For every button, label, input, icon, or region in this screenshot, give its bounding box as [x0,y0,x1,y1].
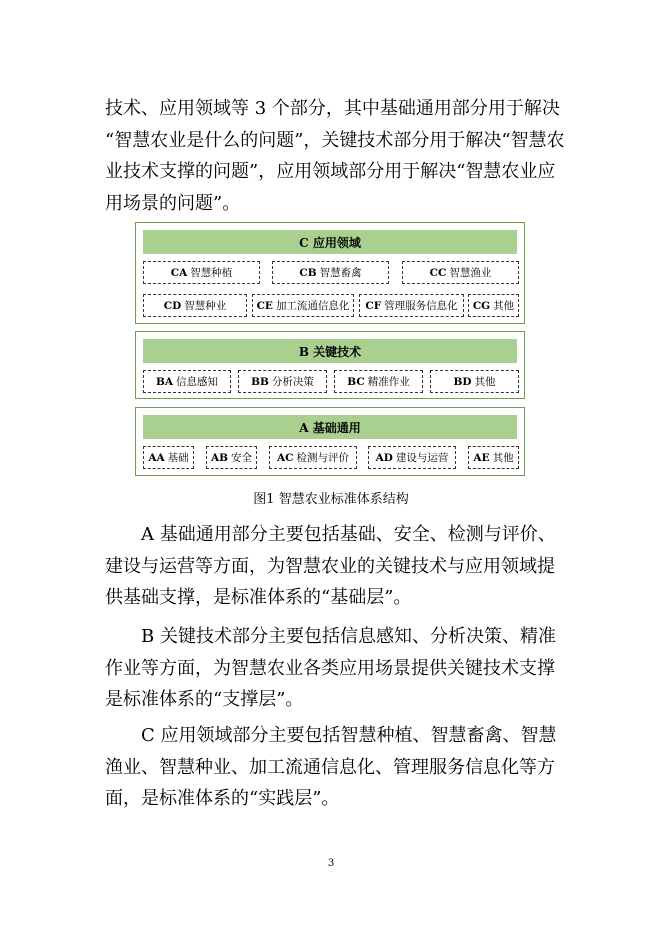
cell-label: 精准作业 [367,376,410,388]
cell-code: BD [453,375,472,388]
cell-code: BB [251,375,269,388]
cell-cc [402,261,519,284]
cell-label: 信息感知 [176,376,219,388]
paragraph-c [105,720,560,815]
intro-paragraph [105,93,565,219]
cell-label: 其他 [492,452,514,464]
cell-label: 智慧畜禽 [319,267,362,279]
cell-ab [206,446,257,469]
text-line: 面，是标准体系的“实践层”。 [105,788,340,809]
text-line: 技术、应用领域等 3 个部分，其中基础通用部分用于解决 [105,98,560,119]
cell-label: 建设与运营 [395,452,449,464]
cell-label: 检测与评价 [296,452,349,464]
paragraph-b [105,621,560,716]
text-line: A 基础通用部分主要包括基础、安全、检测与评价、 [141,524,556,545]
text-line: 渔业、智慧种业、加工流通信息化、管理服务信息化等方 [105,756,555,778]
cell-code: CA [170,266,188,279]
cell-code: CE [256,299,273,312]
cell-label: 智慧种业 [184,300,227,312]
cell-ba [143,370,231,393]
layer-a-title: A 基础通用 [143,415,517,439]
text-line: 业技术支撑的问题”，应用领域部分用于解决“智慧农业应 [105,161,556,182]
cell-code: CD [163,299,182,312]
paragraph-a [105,519,560,614]
cell-label: 管理服务信息化 [384,300,458,312]
layer-a-box [135,407,525,476]
cell-code: CB [299,266,317,279]
cell-label: 其他 [474,376,496,388]
cell-label: 智慧种植 [190,267,233,279]
text-line: C 应用领域部分主要包括智慧种植、智慧畜禽、智慧 [141,725,557,746]
text-line: 是标准体系的“支撑层”。 [105,689,304,710]
cell-ae [468,446,519,469]
cell-code: AA [148,451,165,464]
layer-c-title: C 应用领域 [143,230,517,254]
cell-ce [252,294,354,317]
text-line: “智慧农业是什么的问题”，关键技术部分用于解决“智慧农 [105,129,565,151]
cell-bc [334,370,423,393]
layer-b-box [135,331,525,399]
cell-cf [359,294,464,317]
text-line: B 关键技术部分主要包括信息感知、分析决策、精准 [141,626,556,647]
cell-code: AE [473,451,490,464]
cell-label: 基础 [167,452,189,464]
text-line: 用场景的问题”。 [105,192,241,214]
cell-cb [272,261,389,284]
cell-code: CF [365,299,382,312]
cell-cd [143,294,247,317]
cell-code: CG [472,299,491,312]
cell-ac [269,446,357,469]
page-number: 3 [327,858,335,869]
cell-code: BA [155,375,174,388]
cell-cg [468,294,519,317]
text-line: 供基础支撑，是标准体系的“基础层”。 [105,587,412,608]
cell-label: 分析决策 [271,376,314,388]
cell-code: AB [210,451,229,464]
figure-caption: 图1 智慧农业标准体系结构 [253,492,409,507]
layer-b-title: B 关键技术 [143,339,517,363]
cell-label: 加工流通信息化 [275,300,350,312]
cell-ca [143,261,260,284]
cell-code: CC [429,266,447,279]
cell-ad [368,446,456,469]
cell-code: BC [347,375,365,388]
cell-code: AC [276,451,294,464]
cell-bb [238,370,327,393]
cell-label: 其他 [493,300,515,312]
cell-aa [143,446,194,469]
text-line: 作业等方面，为智慧农业各类应用场景提供关键技术支撑 [105,657,555,679]
cell-bd [430,370,519,393]
text-line: 建设与运营等方面，为智慧农业的关键技术与应用领域提 [105,555,555,577]
cell-label: 智慧渔业 [449,267,492,279]
cell-code: AD [375,451,393,464]
cell-label: 安全 [231,452,253,464]
layer-c-box [135,222,525,324]
